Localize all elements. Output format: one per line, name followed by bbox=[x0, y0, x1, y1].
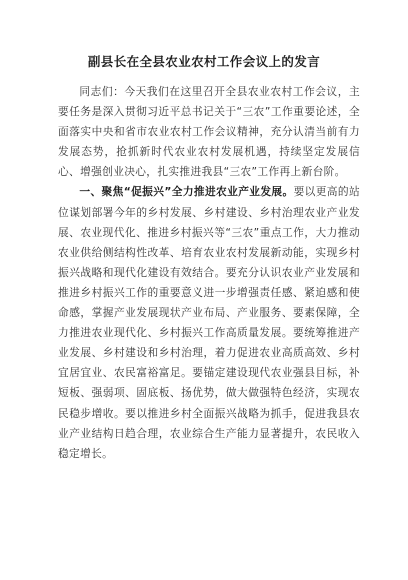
section-one-text: 要以更高的站位谋划部署今年的乡村发展、乡村建设、乡村治理农业产业发展、农业现代化、推进乡村振兴等“三农”重点工作，大力推动农业供给侧结构性改革、培育农业农村发展新动能，实现乡村振兴战略和现代化建设有效结合。要充分认识农业产业发展和推进乡村振兴工作的重要意义进一步增强责任感、紧迫感和使命感，掌握产业发展现状产业布局、产业服务、要素保障，全力推进农业现代化、乡村振兴工作高质量发展。要统筹推进产业发展、乡村建设和乡村治理，着力促进农业高质高效、乡村宜居宜业、农民富裕富足。要锚定建设现代农业强县目标，补短板、强弱项、固底板、扬优势，做大做强特色经济，实现农民稳步增收。要以推进乡村全面振兴战略为抓手，促进我县农业产业结构日趋合理，农业综合生产能力显著提升，农民收入稳定增长。 bbox=[58, 185, 360, 460]
opening-paragraph bbox=[58, 82, 360, 182]
document-body bbox=[58, 82, 360, 464]
section-one-heading: 一、聚焦“促振兴”全力推进农业产业发展。 bbox=[79, 185, 294, 199]
document-title: 副县长在全县农业农村工作会议上的发言 bbox=[87, 54, 321, 69]
opening-paragraph-text: 同志们：今天我们在这里召开全县农业农村工作会议，主要任务是深入贯彻习近平总书记关于“三农”工作重要论述，全面落实中央和省市农业农村工作会议精神，充分认清当前有力发展态势，抢抓新时代农业农村发展机遇，持续坚定发展信心、增强创业决心，扎实推进我县“三农”工作再上新台阶。 bbox=[58, 85, 360, 179]
section-one-paragraph bbox=[58, 182, 360, 463]
